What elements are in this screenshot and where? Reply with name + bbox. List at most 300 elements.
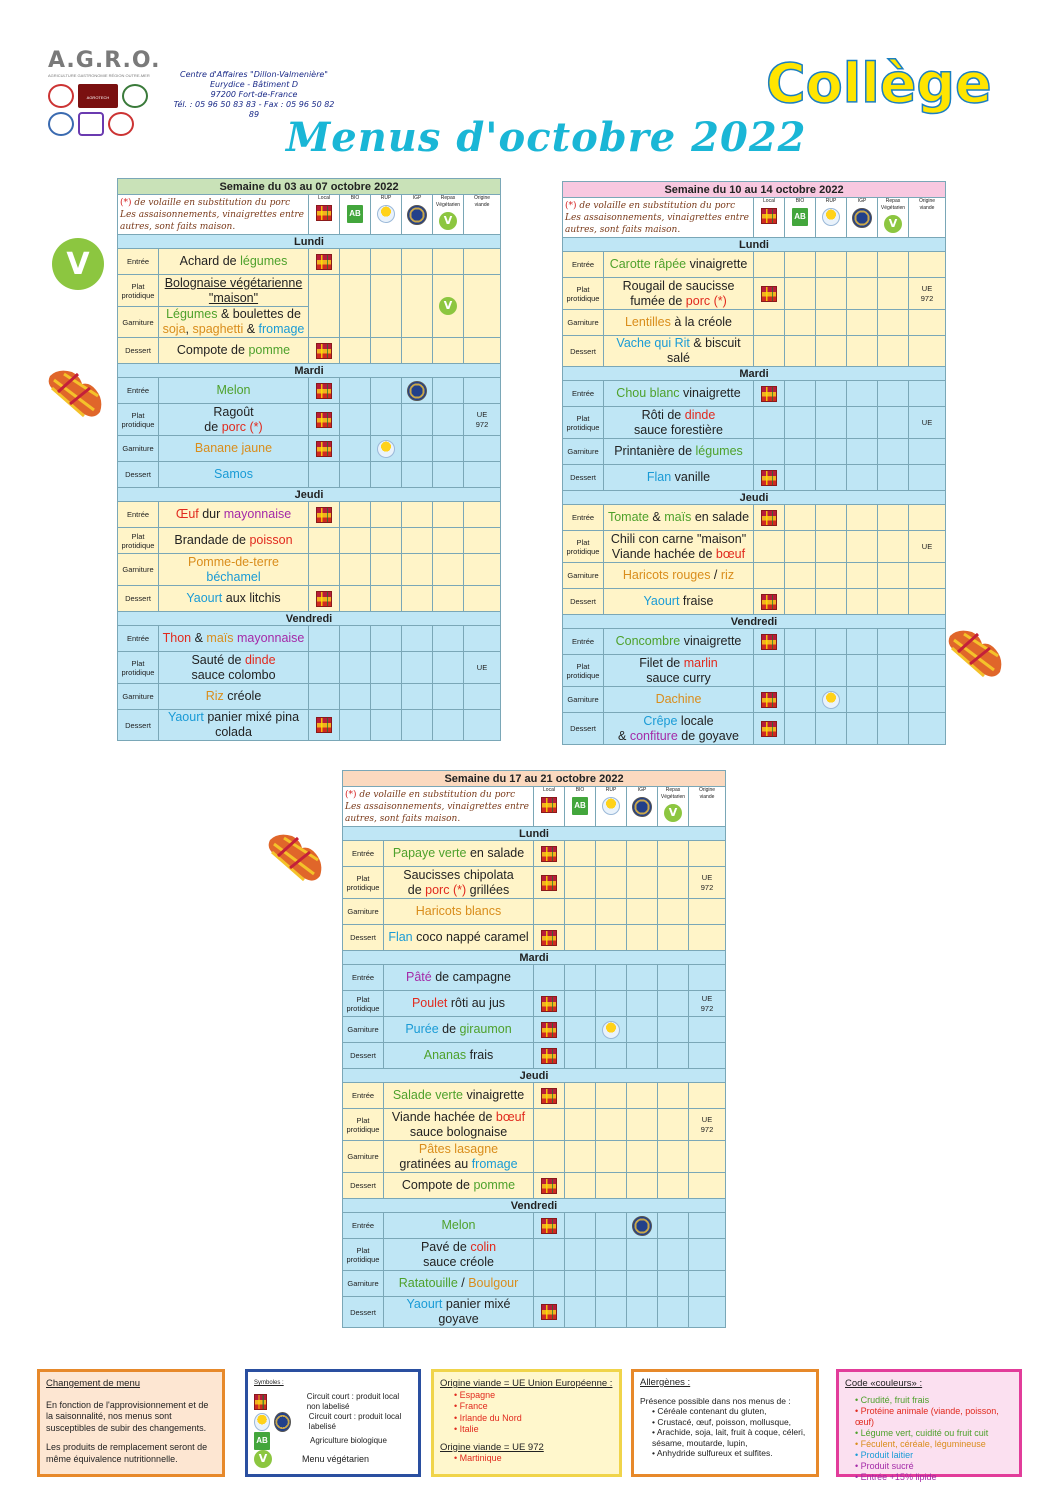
day-header-row xyxy=(563,491,946,505)
legend-column-header xyxy=(689,787,726,827)
label-cell xyxy=(878,336,909,367)
color-code-title: Code «couleurs» : xyxy=(845,1378,923,1389)
menu-row xyxy=(563,563,946,589)
label-cell xyxy=(565,1083,596,1109)
dish-part: pomme xyxy=(473,1178,516,1192)
label-cell xyxy=(534,1043,565,1069)
meat-origin xyxy=(689,1239,726,1271)
rup-icon xyxy=(602,797,620,815)
dish-part: Dachine xyxy=(655,692,702,706)
label-cell xyxy=(754,563,785,589)
dish-part: (*) xyxy=(246,419,263,434)
label-cell xyxy=(402,528,433,554)
course-label: Entrée xyxy=(563,381,604,407)
label-cell xyxy=(627,1173,658,1199)
day-name: Jeudi xyxy=(118,488,501,502)
dish-part: vinaigrette xyxy=(463,1088,525,1102)
label-cell xyxy=(309,338,340,364)
legend-row xyxy=(118,195,501,235)
label-cell xyxy=(785,655,816,687)
label-cell xyxy=(658,899,689,925)
allergens-intro: Présence possible dans nos menus de : xyxy=(640,1395,791,1406)
course-label: Entrée xyxy=(343,841,384,867)
label-cell xyxy=(433,586,464,612)
course-label: Entrée xyxy=(118,626,159,652)
label-cell xyxy=(565,1173,596,1199)
menu-row xyxy=(118,652,501,684)
label-cell xyxy=(402,436,433,462)
label-cell xyxy=(371,554,402,586)
label-cell xyxy=(847,252,878,278)
meat-origin xyxy=(909,381,946,407)
label-cell xyxy=(878,713,909,745)
label-cell xyxy=(754,655,785,687)
dish-name xyxy=(159,275,309,307)
label-cell xyxy=(371,528,402,554)
vegetarian-icon: V xyxy=(439,297,457,315)
day-name: Jeudi xyxy=(343,1069,726,1083)
legend-column-header xyxy=(847,198,878,238)
local-icon xyxy=(761,634,777,650)
dish-name xyxy=(159,502,309,528)
label-cell xyxy=(309,275,340,338)
dish-part: Haricots blancs xyxy=(415,904,502,918)
label-cell xyxy=(658,1017,689,1043)
dish-part: Pavé de xyxy=(420,1239,471,1254)
course-label: Entrée xyxy=(563,252,604,278)
menu-change-box xyxy=(37,1369,225,1477)
label-cell xyxy=(627,1239,658,1271)
course-label: Dessert xyxy=(343,1297,384,1328)
label-cell xyxy=(878,505,909,531)
dish-part: sauce créole xyxy=(423,1254,494,1269)
menu-row xyxy=(563,687,946,713)
day-header-row xyxy=(343,1069,726,1083)
course-label: Plat protidique xyxy=(343,991,384,1017)
legend-star: (*) xyxy=(345,789,357,800)
legend-column-header xyxy=(371,195,402,235)
course-label: Entrée xyxy=(343,1213,384,1239)
meat-origin xyxy=(464,626,501,652)
dish-part: & xyxy=(618,728,630,743)
label-cell xyxy=(371,586,402,612)
label-cell xyxy=(534,867,565,899)
menu-row xyxy=(343,1271,726,1297)
label-cell xyxy=(785,407,816,439)
dish-name xyxy=(159,528,309,554)
local-icon xyxy=(316,441,332,457)
course-label: Plat protidique xyxy=(118,528,159,554)
label-cell xyxy=(785,531,816,563)
label-cell xyxy=(627,899,658,925)
label-cell xyxy=(658,1083,689,1109)
legend-column-label: IGP xyxy=(857,198,867,204)
label-cell xyxy=(878,252,909,278)
menu-change-title: Changement de menu xyxy=(46,1378,141,1389)
label-cell xyxy=(816,439,847,465)
local-icon xyxy=(541,1304,557,1320)
dish-part: rôti au jus xyxy=(447,996,506,1010)
legend-column-header xyxy=(464,195,501,235)
martinique-map-icon xyxy=(44,366,110,422)
legend-note xyxy=(563,198,754,238)
dish-part: & xyxy=(243,322,259,336)
course-label: Garniture xyxy=(118,554,159,586)
label-cell xyxy=(785,381,816,407)
meat-origin xyxy=(689,1043,726,1069)
color-code-item: • Produit sucré xyxy=(855,1461,1013,1472)
week-menu-table xyxy=(117,178,501,741)
dish-part: Tomate xyxy=(607,510,649,524)
legend-column-header xyxy=(878,198,909,238)
label-cell xyxy=(596,1043,627,1069)
local-icon xyxy=(761,208,777,224)
day-name: Vendredi xyxy=(563,615,946,629)
dish-part: fromage xyxy=(471,1156,518,1171)
label-cell xyxy=(565,867,596,899)
menu-row xyxy=(563,655,946,687)
dish-part: sauce curry xyxy=(646,670,711,685)
label-cell xyxy=(596,991,627,1017)
color-code-item: • Féculent, céréale, légumineuse xyxy=(855,1439,1013,1450)
dish-name xyxy=(604,589,754,615)
menu-row xyxy=(563,336,946,367)
menu-row xyxy=(563,310,946,336)
bio-icon: AB xyxy=(347,205,363,223)
dish-part: Filet de xyxy=(639,655,684,670)
meat-origin xyxy=(909,465,946,491)
color-code-item: • Crudité, fruit frais xyxy=(855,1395,1013,1406)
label-cell xyxy=(754,439,785,465)
legend-column-label: RUP xyxy=(380,195,392,201)
dish-part: panier mixé goyave xyxy=(438,1297,511,1326)
allergen-item: • Crustacé, œuf, poisson, mollusque, xyxy=(652,1417,810,1428)
meat-origin xyxy=(689,925,726,951)
label-cell xyxy=(340,378,371,404)
rup-icon xyxy=(377,205,395,223)
igp-icon xyxy=(407,381,427,401)
week-menu-table xyxy=(562,181,946,745)
vegetarian-icon: V xyxy=(884,215,902,233)
dish-part: / xyxy=(710,568,721,582)
label-cell xyxy=(565,1017,596,1043)
label-cell xyxy=(565,1213,596,1239)
dish-part: Compote de xyxy=(401,1178,474,1192)
label-cell xyxy=(596,1109,627,1141)
dish-name xyxy=(159,710,309,741)
legend-column-label: IGP xyxy=(637,787,647,793)
dish-name xyxy=(604,278,754,310)
dish-part: Achard de xyxy=(179,254,241,268)
label-cell xyxy=(627,1141,658,1173)
label-cell xyxy=(627,867,658,899)
label-cell xyxy=(816,589,847,615)
dish-part: Salade verte xyxy=(392,1088,464,1102)
legend-note-text xyxy=(120,197,306,233)
dish-part: & xyxy=(648,510,665,524)
meat-origin: UE 972 xyxy=(689,991,726,1017)
local-icon xyxy=(316,254,332,270)
meat-origin xyxy=(909,687,946,713)
dish-name xyxy=(604,713,754,745)
label-cell xyxy=(596,1173,627,1199)
label-cell xyxy=(785,687,816,713)
local-icon xyxy=(541,1088,557,1104)
meat-origin xyxy=(909,629,946,655)
label-cell xyxy=(340,652,371,684)
week-title: Semaine du 03 au 07 octobre 2022 xyxy=(118,179,501,195)
label-cell xyxy=(596,867,627,899)
local-icon xyxy=(541,797,557,813)
color-code-item: • Protéine animale (viande, poisson, œuf) xyxy=(855,1406,1013,1428)
dish-part: sauce forestière xyxy=(634,422,723,437)
bio-icon: AB xyxy=(254,1432,270,1450)
dish-name xyxy=(604,687,754,713)
dish-name xyxy=(384,899,534,925)
menu-row xyxy=(563,439,946,465)
label-cell xyxy=(878,655,909,687)
menu-row xyxy=(563,713,946,745)
label-cell xyxy=(878,278,909,310)
legend-column-header xyxy=(627,787,658,827)
dish-part: Flan xyxy=(388,930,413,944)
label-cell xyxy=(433,462,464,488)
course-label: Garniture xyxy=(118,307,159,338)
dish-part: Flan xyxy=(646,470,672,484)
day-header-row xyxy=(563,615,946,629)
legend-column-label: Repas Végétarien xyxy=(880,198,906,211)
symbol-label: Menu végétarien xyxy=(302,1454,370,1464)
menu-row xyxy=(343,1083,726,1109)
course-label: Garniture xyxy=(118,436,159,462)
local-icon xyxy=(316,507,332,523)
dish-part: à la créole xyxy=(670,315,733,329)
dish-part: Crêpe xyxy=(643,713,678,728)
menu-row xyxy=(343,1239,726,1271)
dish-part: Papaye verte xyxy=(392,846,467,860)
label-cell xyxy=(433,275,464,338)
label-cell xyxy=(534,1141,565,1173)
local-icon xyxy=(761,510,777,526)
dish-part: sauce colombo xyxy=(191,667,276,682)
school-level-title: Collège xyxy=(766,52,992,115)
label-cell xyxy=(847,278,878,310)
meat-origin xyxy=(464,249,501,275)
legend-note xyxy=(118,195,309,235)
label-cell xyxy=(878,407,909,439)
dish-part: & xyxy=(191,631,207,645)
legend-note-line: de volaille en substitution du porc xyxy=(576,200,736,211)
meat-origin xyxy=(464,436,501,462)
course-label: Plat protidique xyxy=(343,867,384,899)
course-label: Dessert xyxy=(343,925,384,951)
menu-row xyxy=(563,505,946,531)
legend-column-header xyxy=(596,787,627,827)
meat-origin xyxy=(909,589,946,615)
label-cell xyxy=(534,991,565,1017)
label-cell xyxy=(371,338,402,364)
dish-part: Samos xyxy=(214,467,253,481)
label-cell xyxy=(754,310,785,336)
legend-column-header xyxy=(309,195,340,235)
menu-row xyxy=(118,378,501,404)
dish-part: maïs xyxy=(664,510,692,524)
dish-part: Concombre xyxy=(615,634,681,648)
label-cell xyxy=(627,1297,658,1328)
label-cell xyxy=(402,462,433,488)
label-cell xyxy=(534,1297,565,1328)
martinique-map-icon xyxy=(264,830,330,886)
course-label: Plat protidique xyxy=(118,275,159,307)
dish-name xyxy=(159,684,309,710)
dish-name xyxy=(384,1297,534,1328)
menu-row xyxy=(343,965,726,991)
dish-name xyxy=(604,505,754,531)
dish-part: aux litchis xyxy=(222,591,281,605)
dish-part: Yaourt xyxy=(643,594,680,608)
dish-part: bœuf xyxy=(495,1109,526,1124)
dish-part: dur xyxy=(198,507,224,521)
legend-column-label: Local xyxy=(543,787,555,793)
label-cell xyxy=(371,404,402,436)
meat-origin: UE 972 xyxy=(689,1109,726,1141)
symbols-title: Symboles : xyxy=(254,1380,284,1386)
label-cell xyxy=(878,381,909,407)
label-cell xyxy=(878,563,909,589)
label-cell xyxy=(402,652,433,684)
label-cell xyxy=(754,381,785,407)
dish-name xyxy=(159,586,309,612)
martinique-map-icon xyxy=(944,626,1010,682)
meat-origin xyxy=(689,841,726,867)
local-icon xyxy=(541,1022,557,1038)
menu-row xyxy=(343,1297,726,1328)
day-header-row xyxy=(343,951,726,965)
course-label: Garniture xyxy=(118,684,159,710)
dish-part: Melon xyxy=(441,1218,476,1232)
label-cell xyxy=(785,278,816,310)
legend-column-label: RUP xyxy=(825,198,837,204)
label-cell xyxy=(309,554,340,586)
label-cell xyxy=(658,1297,689,1328)
legend-note-text xyxy=(345,789,531,825)
label-cell xyxy=(878,439,909,465)
menu-row xyxy=(343,841,726,867)
rup-icon xyxy=(254,1413,270,1431)
dish-name xyxy=(384,1239,534,1271)
dish-part: Melon xyxy=(216,383,251,397)
dish-part: Riz xyxy=(205,689,224,703)
day-name: Mardi xyxy=(343,951,726,965)
day-name: Vendredi xyxy=(343,1199,726,1213)
dish-part: porc xyxy=(221,419,247,434)
menu-row xyxy=(563,629,946,655)
legend-row xyxy=(563,198,946,238)
legend-column-label: BIO xyxy=(795,198,805,204)
course-label: Garniture xyxy=(563,687,604,713)
dish-part: en salade xyxy=(691,510,750,524)
menu-row xyxy=(118,462,501,488)
local-icon xyxy=(541,875,557,891)
day-header-row xyxy=(343,827,726,841)
label-cell xyxy=(627,925,658,951)
partner-badge-icon xyxy=(78,112,104,136)
legend-column-header xyxy=(658,787,689,827)
course-label: Garniture xyxy=(343,1141,384,1173)
meat-origin xyxy=(464,710,501,741)
dish-part: fumée de xyxy=(630,293,686,308)
label-cell xyxy=(565,1109,596,1141)
meat-origin: UE xyxy=(464,652,501,684)
label-cell xyxy=(816,629,847,655)
dish-part: Sauté de xyxy=(191,652,245,667)
day-name: Lundi xyxy=(343,827,726,841)
label-cell xyxy=(371,652,402,684)
dish-name xyxy=(384,1017,534,1043)
label-cell xyxy=(340,404,371,436)
menu-row xyxy=(118,684,501,710)
label-cell xyxy=(402,554,433,586)
origin-title: Origine viande = UE 972 xyxy=(440,1441,544,1453)
local-icon xyxy=(254,1394,267,1410)
label-cell xyxy=(309,586,340,612)
label-cell xyxy=(878,687,909,713)
partner-badge-icon xyxy=(122,84,148,108)
dish-part: Chou blanc xyxy=(616,386,680,400)
meat-origin xyxy=(909,505,946,531)
label-cell xyxy=(878,465,909,491)
week-title: Semaine du 17 au 21 octobre 2022 xyxy=(343,771,726,787)
label-cell xyxy=(534,1173,565,1199)
day-header-row xyxy=(118,364,501,378)
label-cell xyxy=(309,378,340,404)
label-cell xyxy=(878,589,909,615)
label-cell xyxy=(878,629,909,655)
course-label: Dessert xyxy=(118,462,159,488)
dish-name xyxy=(604,439,754,465)
label-cell xyxy=(785,713,816,745)
label-cell xyxy=(847,589,878,615)
label-cell xyxy=(371,249,402,275)
course-label: Dessert xyxy=(563,713,604,745)
allergens-title: Allergènes : xyxy=(640,1377,691,1388)
dish-name xyxy=(604,310,754,336)
label-cell xyxy=(816,252,847,278)
dish-part: / xyxy=(457,1276,469,1290)
origin-country: • Espagne xyxy=(454,1390,613,1402)
label-cell xyxy=(309,528,340,554)
dish-part: giraumon xyxy=(459,1022,512,1036)
legend-row xyxy=(343,787,726,827)
partner-badges xyxy=(48,84,158,136)
dish-part: Pâtes lasagne xyxy=(418,1141,499,1156)
dish-name xyxy=(604,336,754,367)
meat-origin xyxy=(909,310,946,336)
agro-logo xyxy=(48,48,161,136)
label-cell xyxy=(402,626,433,652)
label-cell xyxy=(847,407,878,439)
legend-column-header xyxy=(754,198,785,238)
label-cell xyxy=(627,1083,658,1109)
label-cell xyxy=(340,528,371,554)
menu-row xyxy=(343,1173,726,1199)
label-cell xyxy=(816,531,847,563)
label-cell xyxy=(816,687,847,713)
label-cell xyxy=(754,336,785,367)
course-label: Dessert xyxy=(563,336,604,367)
label-cell xyxy=(847,505,878,531)
dish-part: mayonnaise xyxy=(236,631,305,645)
